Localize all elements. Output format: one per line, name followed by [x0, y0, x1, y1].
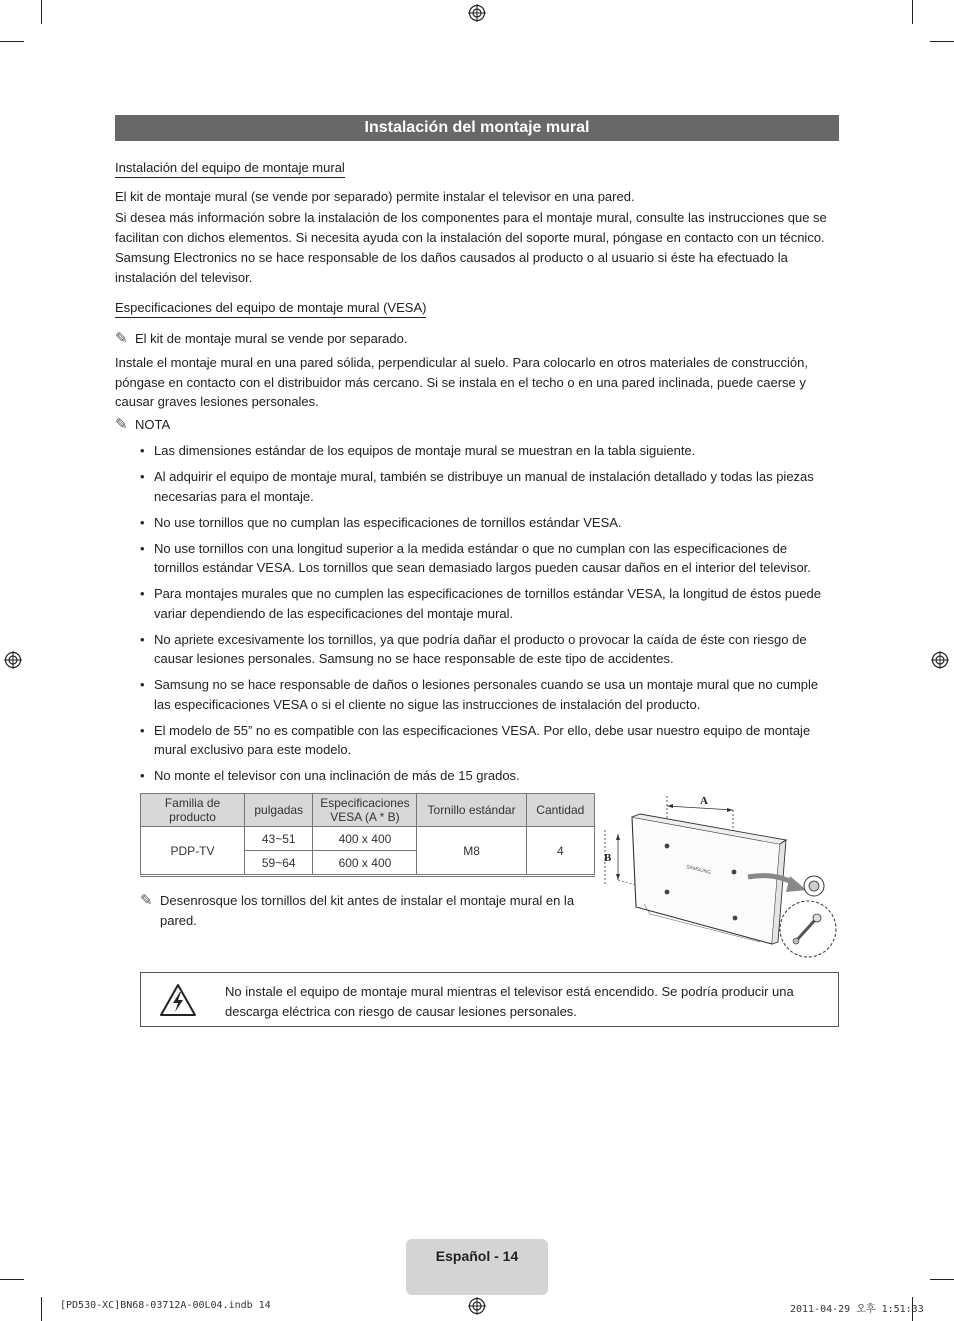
table-header-row: [141, 794, 595, 827]
table-cell-inches: 43~51: [245, 827, 313, 851]
dimension-label-b: B: [604, 852, 612, 864]
unscrew-note: [140, 891, 590, 930]
table-cell-vesa: 400 x 400: [313, 827, 417, 851]
list-item: • Al adquirir el equipo de montaje mural, también se distribuye un manual de instalación detallado y todas las piezas necesarias para el montaje.: [140, 467, 835, 506]
list-item: • El modelo de 55” no es compatible con las especificaciones VESA. Por ello, debe usar nuestro equipo de montaje mural exclusivo para este modelo.: [140, 721, 835, 760]
crop-mark: [41, 1297, 42, 1321]
electric-hazard-icon: [159, 983, 197, 1017]
table-cell-quantity: 4: [526, 827, 594, 875]
install-paragraph-2: Si desea más información sobre la instalación de los componentes para el montaje mural, consulte las instrucciones que se facilitan con dichos elementos. Si necesita ayuda con la instalación del soporte mural, póngase en contacto con un técnico.: [115, 210, 827, 245]
crop-mark: [912, 0, 913, 24]
crop-mark: [0, 41, 24, 42]
notes-list: [140, 441, 835, 792]
nota-label: [115, 415, 170, 435]
vesa-note: [115, 329, 407, 349]
pencil-icon: ✎: [115, 330, 128, 347]
install-paragraph-3: Samsung Electronics no se hace responsable de los daños causados al producto o al usuario si éste ha efectuado la instalación del televisor.: [115, 250, 788, 285]
page-title: Instalación del montaje mural: [115, 115, 839, 141]
crop-mark: [930, 1279, 954, 1280]
registration-mark-icon: [468, 1297, 486, 1315]
list-item: • Las dimensiones estándar de los equipos de montaje mural se muestran en la tabla siguiente.: [140, 441, 835, 461]
registration-mark-icon: [931, 651, 949, 669]
crop-mark: [41, 0, 42, 24]
list-item: • Para montajes murales que no cumplen las especificaciones de tornillos estándar VESA, la longitud de éstos puede variar dependiendo de las especificaciones del montaje mural.: [140, 584, 835, 623]
table-header: Cantidad: [526, 794, 594, 827]
warning-text: No instale el equipo de montaje mural mientras el televisor está encendido. Se podría producir una descarga eléctrica con riesgo de causar lesiones personales.: [225, 984, 794, 1019]
tv-brand-label: SAMSUNG: [685, 864, 712, 877]
list-item: • No use tornillos que no cumplan las especificaciones de tornillos estándar VESA.: [140, 513, 835, 533]
mount-hole: [732, 870, 737, 875]
mount-hole: [733, 916, 738, 921]
vesa-heading: Especificaciones del equipo de montaje mural (VESA): [115, 300, 426, 318]
list-item: • No monte el televisor con una inclinación de más de 15 grados.: [140, 766, 835, 786]
table-cell-vesa: 600 x 400: [313, 851, 417, 875]
install-heading: Instalación del equipo de montaje mural: [115, 160, 345, 178]
table-header: Especificaciones VESA (A * B): [313, 794, 417, 827]
table-divider: [140, 876, 595, 877]
warning-box: [140, 972, 839, 1027]
mount-hole: [665, 844, 670, 849]
crop-mark: [930, 41, 954, 42]
table-header: Tornillo estándar: [417, 794, 526, 827]
table-header: Familia de producto: [141, 794, 245, 827]
nota-text: NOTA: [135, 417, 171, 432]
table-cell-screw: M8: [417, 827, 526, 875]
vesa-paragraph: Instale el montaje mural en una pared sólida, perpendicular al suelo. Para colocarlo en otros materiales de construcción, póngase en contacto con el distribuidor más cercano. Si se instala en el techo o en una pared inclinada, puede caerse y causar graves lesiones personales.: [115, 355, 808, 409]
crop-mark: [0, 1279, 24, 1280]
registration-mark-icon: [468, 4, 486, 22]
print-slug-left: [PD530-XC]BN68-03712A-00L04.indb 14: [60, 1300, 271, 1311]
list-item: • Samsung no se hace responsable de daños o lesiones personales cuando se usa un montaje mural que no cumple las especificaciones VESA o si el cliente no sigue las instrucciones de instalación del producto.: [140, 675, 835, 714]
mount-hole: [665, 890, 670, 895]
install-paragraph-1: El kit de montaje mural (se vende por separado) permite instalar el televisor en una pared.: [115, 189, 635, 204]
vesa-spec-table: [140, 793, 595, 875]
page-number-tab: Español - 14: [406, 1239, 548, 1295]
vesa-note-text: El kit de montaje mural se vende por separado.: [135, 331, 408, 346]
table-header: pulgadas: [245, 794, 313, 827]
list-item: • No apriete excesivamente los tornillos, ya que podría dañar el producto o provocar la caída de éste con riesgo de causar lesiones personales. Samsung no se hace responsable de este tipo de accidentes.: [140, 630, 835, 669]
table-row: [141, 827, 595, 851]
print-slug-right: 2011-04-29 오후 1:51:33: [790, 1304, 924, 1315]
list-item: • No use tornillos con una longitud superior a la medida estándar o que no cumplan con las especificaciones de tornillos estándar VESA. Los tornillos que sean demasiado largos pueden causar daños en el interior del televisor.: [140, 539, 835, 578]
tv-wall-mount-diagram: [600, 792, 845, 960]
unscrew-note-text: Desenrosque los tornillos del kit antes de instalar el montaje mural en la pared.: [160, 893, 575, 928]
pencil-icon: ✎: [115, 416, 128, 433]
table-cell-inches: 59~64: [245, 851, 313, 875]
dimension-label-a: A: [700, 795, 708, 807]
registration-mark-icon: [4, 651, 22, 669]
table-cell-family: PDP-TV: [141, 827, 245, 875]
pencil-icon: ✎: [140, 892, 153, 909]
